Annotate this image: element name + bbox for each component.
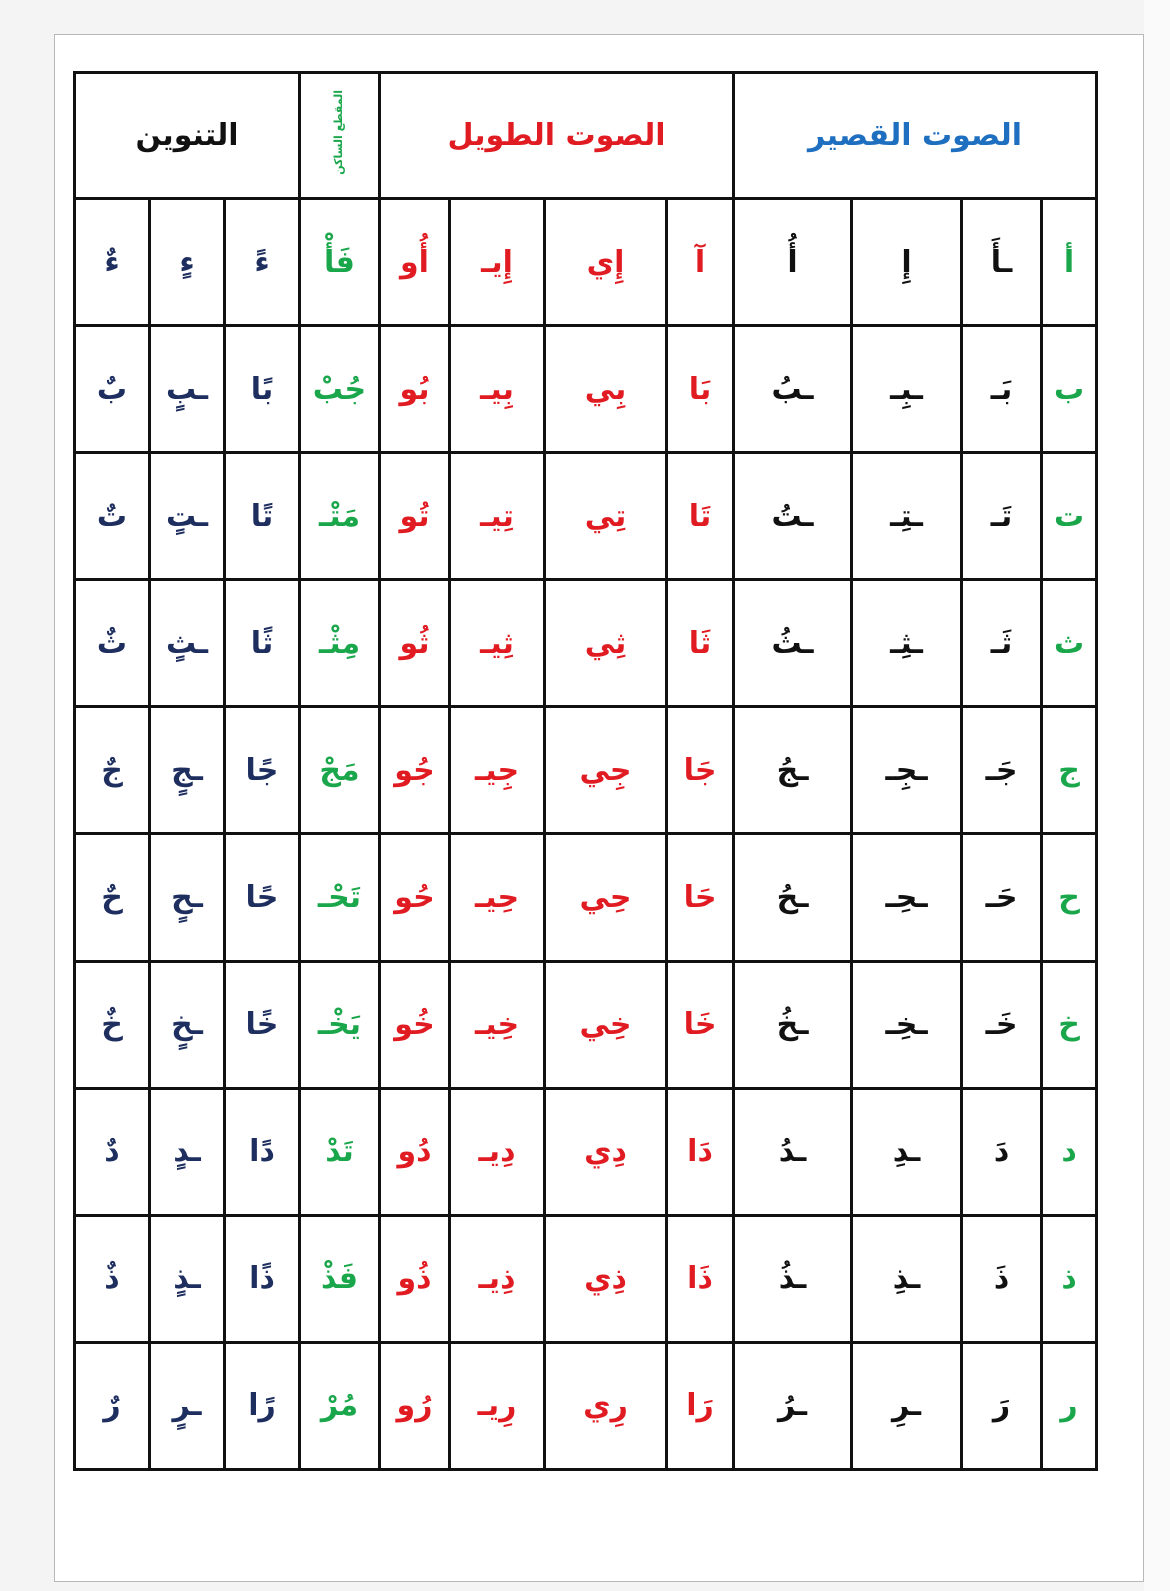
- table-row: [75, 1215, 1097, 1342]
- short-sound-cell: ـدِ: [852, 1088, 962, 1215]
- long-sound-cell: دُو: [380, 1088, 450, 1215]
- short-sound-cell: ـدُ: [734, 1088, 852, 1215]
- short-sound-cell: ـجِـ: [852, 707, 962, 834]
- sukun-cell: مَتْـ: [300, 453, 380, 580]
- sukun-cell: مِثْـ: [300, 580, 380, 707]
- short-sound-cell: ـتُ: [734, 453, 852, 580]
- short-sound-cell: أُ: [734, 199, 852, 326]
- tanween-cell: خًا: [225, 961, 300, 1088]
- long-sound-cell: حُو: [380, 834, 450, 961]
- long-sound-cell: رَا: [667, 1342, 734, 1469]
- sukun-cell: تَدْ: [300, 1088, 380, 1215]
- long-sound-cell: خِي: [545, 961, 667, 1088]
- tanween-cell: تٌ: [75, 453, 150, 580]
- tanween-cell: خٌ: [75, 961, 150, 1088]
- sukun-cell: مُرْ: [300, 1342, 380, 1469]
- tanween-cell: ذٌ: [75, 1215, 150, 1342]
- sukun-syllable-label: المقطع الساكن: [332, 89, 346, 175]
- tanween-cell: ـرٍ: [150, 1342, 225, 1469]
- short-sound-header: الصوت القصير: [734, 73, 1097, 199]
- tanween-cell: دٌ: [75, 1088, 150, 1215]
- long-sound-cell: إِي: [545, 199, 667, 326]
- long-sound-cell: حَا: [667, 834, 734, 961]
- table-row: [75, 1342, 1097, 1469]
- table-row: [75, 580, 1097, 707]
- long-sound-cell: خُو: [380, 961, 450, 1088]
- short-sound-cell: ـحِـ: [852, 834, 962, 961]
- letter-cell: ر: [1042, 1342, 1097, 1469]
- short-sound-cell: خَـ: [962, 961, 1042, 1088]
- long-sound-cell: رِيـ: [450, 1342, 545, 1469]
- sukun-cell: فَذْ: [300, 1215, 380, 1342]
- short-sound-cell: ـجُ: [734, 707, 852, 834]
- short-sound-cell: ثَـ: [962, 580, 1042, 707]
- letter-cell: ج: [1042, 707, 1097, 834]
- tanween-cell: حٌ: [75, 834, 150, 961]
- short-sound-cell: ـحُ: [734, 834, 852, 961]
- long-sound-cell: ثِيـ: [450, 580, 545, 707]
- long-sound-cell: إِيـ: [450, 199, 545, 326]
- tanween-cell: حًا: [225, 834, 300, 961]
- tanween-cell: جًا: [225, 707, 300, 834]
- long-sound-cell: آ: [667, 199, 734, 326]
- sukun-cell: جُبْ: [300, 326, 380, 453]
- short-sound-cell: رَ: [962, 1342, 1042, 1469]
- short-sound-cell: ـثِـ: [852, 580, 962, 707]
- sukun-cell: يَخْـ: [300, 961, 380, 1088]
- long-sound-cell: دِي: [545, 1088, 667, 1215]
- long-sound-cell: ثُو: [380, 580, 450, 707]
- table-row: [75, 834, 1097, 961]
- tanween-cell: ـبٍ: [150, 326, 225, 453]
- tanween-cell: جٌ: [75, 707, 150, 834]
- tanween-cell: ـثٍ: [150, 580, 225, 707]
- tanween-cell: ثٌ: [75, 580, 150, 707]
- table-row: [75, 707, 1097, 834]
- tanween-cell: ءٌ: [75, 199, 150, 326]
- short-sound-cell: ـتِـ: [852, 453, 962, 580]
- long-sound-cell: رِي: [545, 1342, 667, 1469]
- tanween-cell: ءٍ: [150, 199, 225, 326]
- long-sound-cell: رُو: [380, 1342, 450, 1469]
- short-sound-cell: ـبِـ: [852, 326, 962, 453]
- table-row: [75, 453, 1097, 580]
- long-sound-cell: بِيـ: [450, 326, 545, 453]
- letter-cell: ح: [1042, 834, 1097, 961]
- tanween-header: التنوين: [75, 73, 300, 199]
- short-sound-cell: ـذُ: [734, 1215, 852, 1342]
- long-sound-cell: تِيـ: [450, 453, 545, 580]
- tanween-cell: بٌ: [75, 326, 150, 453]
- tanween-cell: ثًا: [225, 580, 300, 707]
- tanween-cell: تًا: [225, 453, 300, 580]
- sukun-syllable-header: [300, 73, 380, 199]
- long-sound-cell: جِي: [545, 707, 667, 834]
- letter-cell: خ: [1042, 961, 1097, 1088]
- long-sound-cell: بَا: [667, 326, 734, 453]
- tanween-cell: ذًا: [225, 1215, 300, 1342]
- tanween-cell: ـتٍ: [150, 453, 225, 580]
- tanween-cell: دًا: [225, 1088, 300, 1215]
- letter-cell: ذ: [1042, 1215, 1097, 1342]
- sukun-cell: تَحْـ: [300, 834, 380, 961]
- letter-cell: د: [1042, 1088, 1097, 1215]
- long-sound-cell: جِيـ: [450, 707, 545, 834]
- long-sound-cell: دِيـ: [450, 1088, 545, 1215]
- long-sound-cell: ذَا: [667, 1215, 734, 1342]
- long-sound-cell: تُو: [380, 453, 450, 580]
- syllables-table: [73, 71, 1098, 1471]
- long-sound-cell: جُو: [380, 707, 450, 834]
- long-sound-header: الصوت الطويل: [380, 73, 734, 199]
- long-sound-cell: ذِيـ: [450, 1215, 545, 1342]
- tanween-cell: رٌ: [75, 1342, 150, 1469]
- tanween-cell: ـحٍ: [150, 834, 225, 961]
- short-sound-cell: بَـ: [962, 326, 1042, 453]
- short-sound-cell: دَ: [962, 1088, 1042, 1215]
- short-sound-cell: جَـ: [962, 707, 1042, 834]
- table-row: [75, 199, 1097, 326]
- tanween-cell: ـجٍ: [150, 707, 225, 834]
- long-sound-cell: ثِي: [545, 580, 667, 707]
- tanween-cell: بًا: [225, 326, 300, 453]
- short-sound-cell: ـرِ: [852, 1342, 962, 1469]
- long-sound-cell: ثَا: [667, 580, 734, 707]
- short-sound-cell: ـبُ: [734, 326, 852, 453]
- long-sound-cell: تِي: [545, 453, 667, 580]
- letter-cell: أ: [1042, 199, 1097, 326]
- short-sound-cell: ذَ: [962, 1215, 1042, 1342]
- table-row: [75, 961, 1097, 1088]
- long-sound-cell: بِي: [545, 326, 667, 453]
- table-row: [75, 1088, 1097, 1215]
- long-sound-cell: دَا: [667, 1088, 734, 1215]
- short-sound-cell: إِ: [852, 199, 962, 326]
- long-sound-cell: حِيـ: [450, 834, 545, 961]
- letter-cell: ب: [1042, 326, 1097, 453]
- tanween-cell: ـذٍ: [150, 1215, 225, 1342]
- table-row: [75, 326, 1097, 453]
- short-sound-cell: ـأَ: [962, 199, 1042, 326]
- long-sound-cell: بُو: [380, 326, 450, 453]
- short-sound-cell: ـثُ: [734, 580, 852, 707]
- short-sound-cell: حَـ: [962, 834, 1042, 961]
- tanween-cell: ءً: [225, 199, 300, 326]
- sukun-cell: مَجْ: [300, 707, 380, 834]
- short-sound-cell: تَـ: [962, 453, 1042, 580]
- letter-cell: ت: [1042, 453, 1097, 580]
- long-sound-cell: ذُو: [380, 1215, 450, 1342]
- short-sound-cell: ـذِ: [852, 1215, 962, 1342]
- sukun-cell: فَأْ: [300, 199, 380, 326]
- header-row: [75, 73, 1097, 199]
- tanween-cell: ـخٍ: [150, 961, 225, 1088]
- long-sound-cell: ذِي: [545, 1215, 667, 1342]
- tanween-cell: رًا: [225, 1342, 300, 1469]
- long-sound-cell: تَا: [667, 453, 734, 580]
- tanween-cell: ـدٍ: [150, 1088, 225, 1215]
- letter-cell: ث: [1042, 580, 1097, 707]
- long-sound-cell: حِي: [545, 834, 667, 961]
- long-sound-cell: خِيـ: [450, 961, 545, 1088]
- page-edge: [1144, 0, 1170, 1591]
- short-sound-cell: ـرُ: [734, 1342, 852, 1469]
- long-sound-cell: جَا: [667, 707, 734, 834]
- long-sound-cell: خَا: [667, 961, 734, 1088]
- short-sound-cell: ـخُ: [734, 961, 852, 1088]
- long-sound-cell: أُو: [380, 199, 450, 326]
- short-sound-cell: ـخِـ: [852, 961, 962, 1088]
